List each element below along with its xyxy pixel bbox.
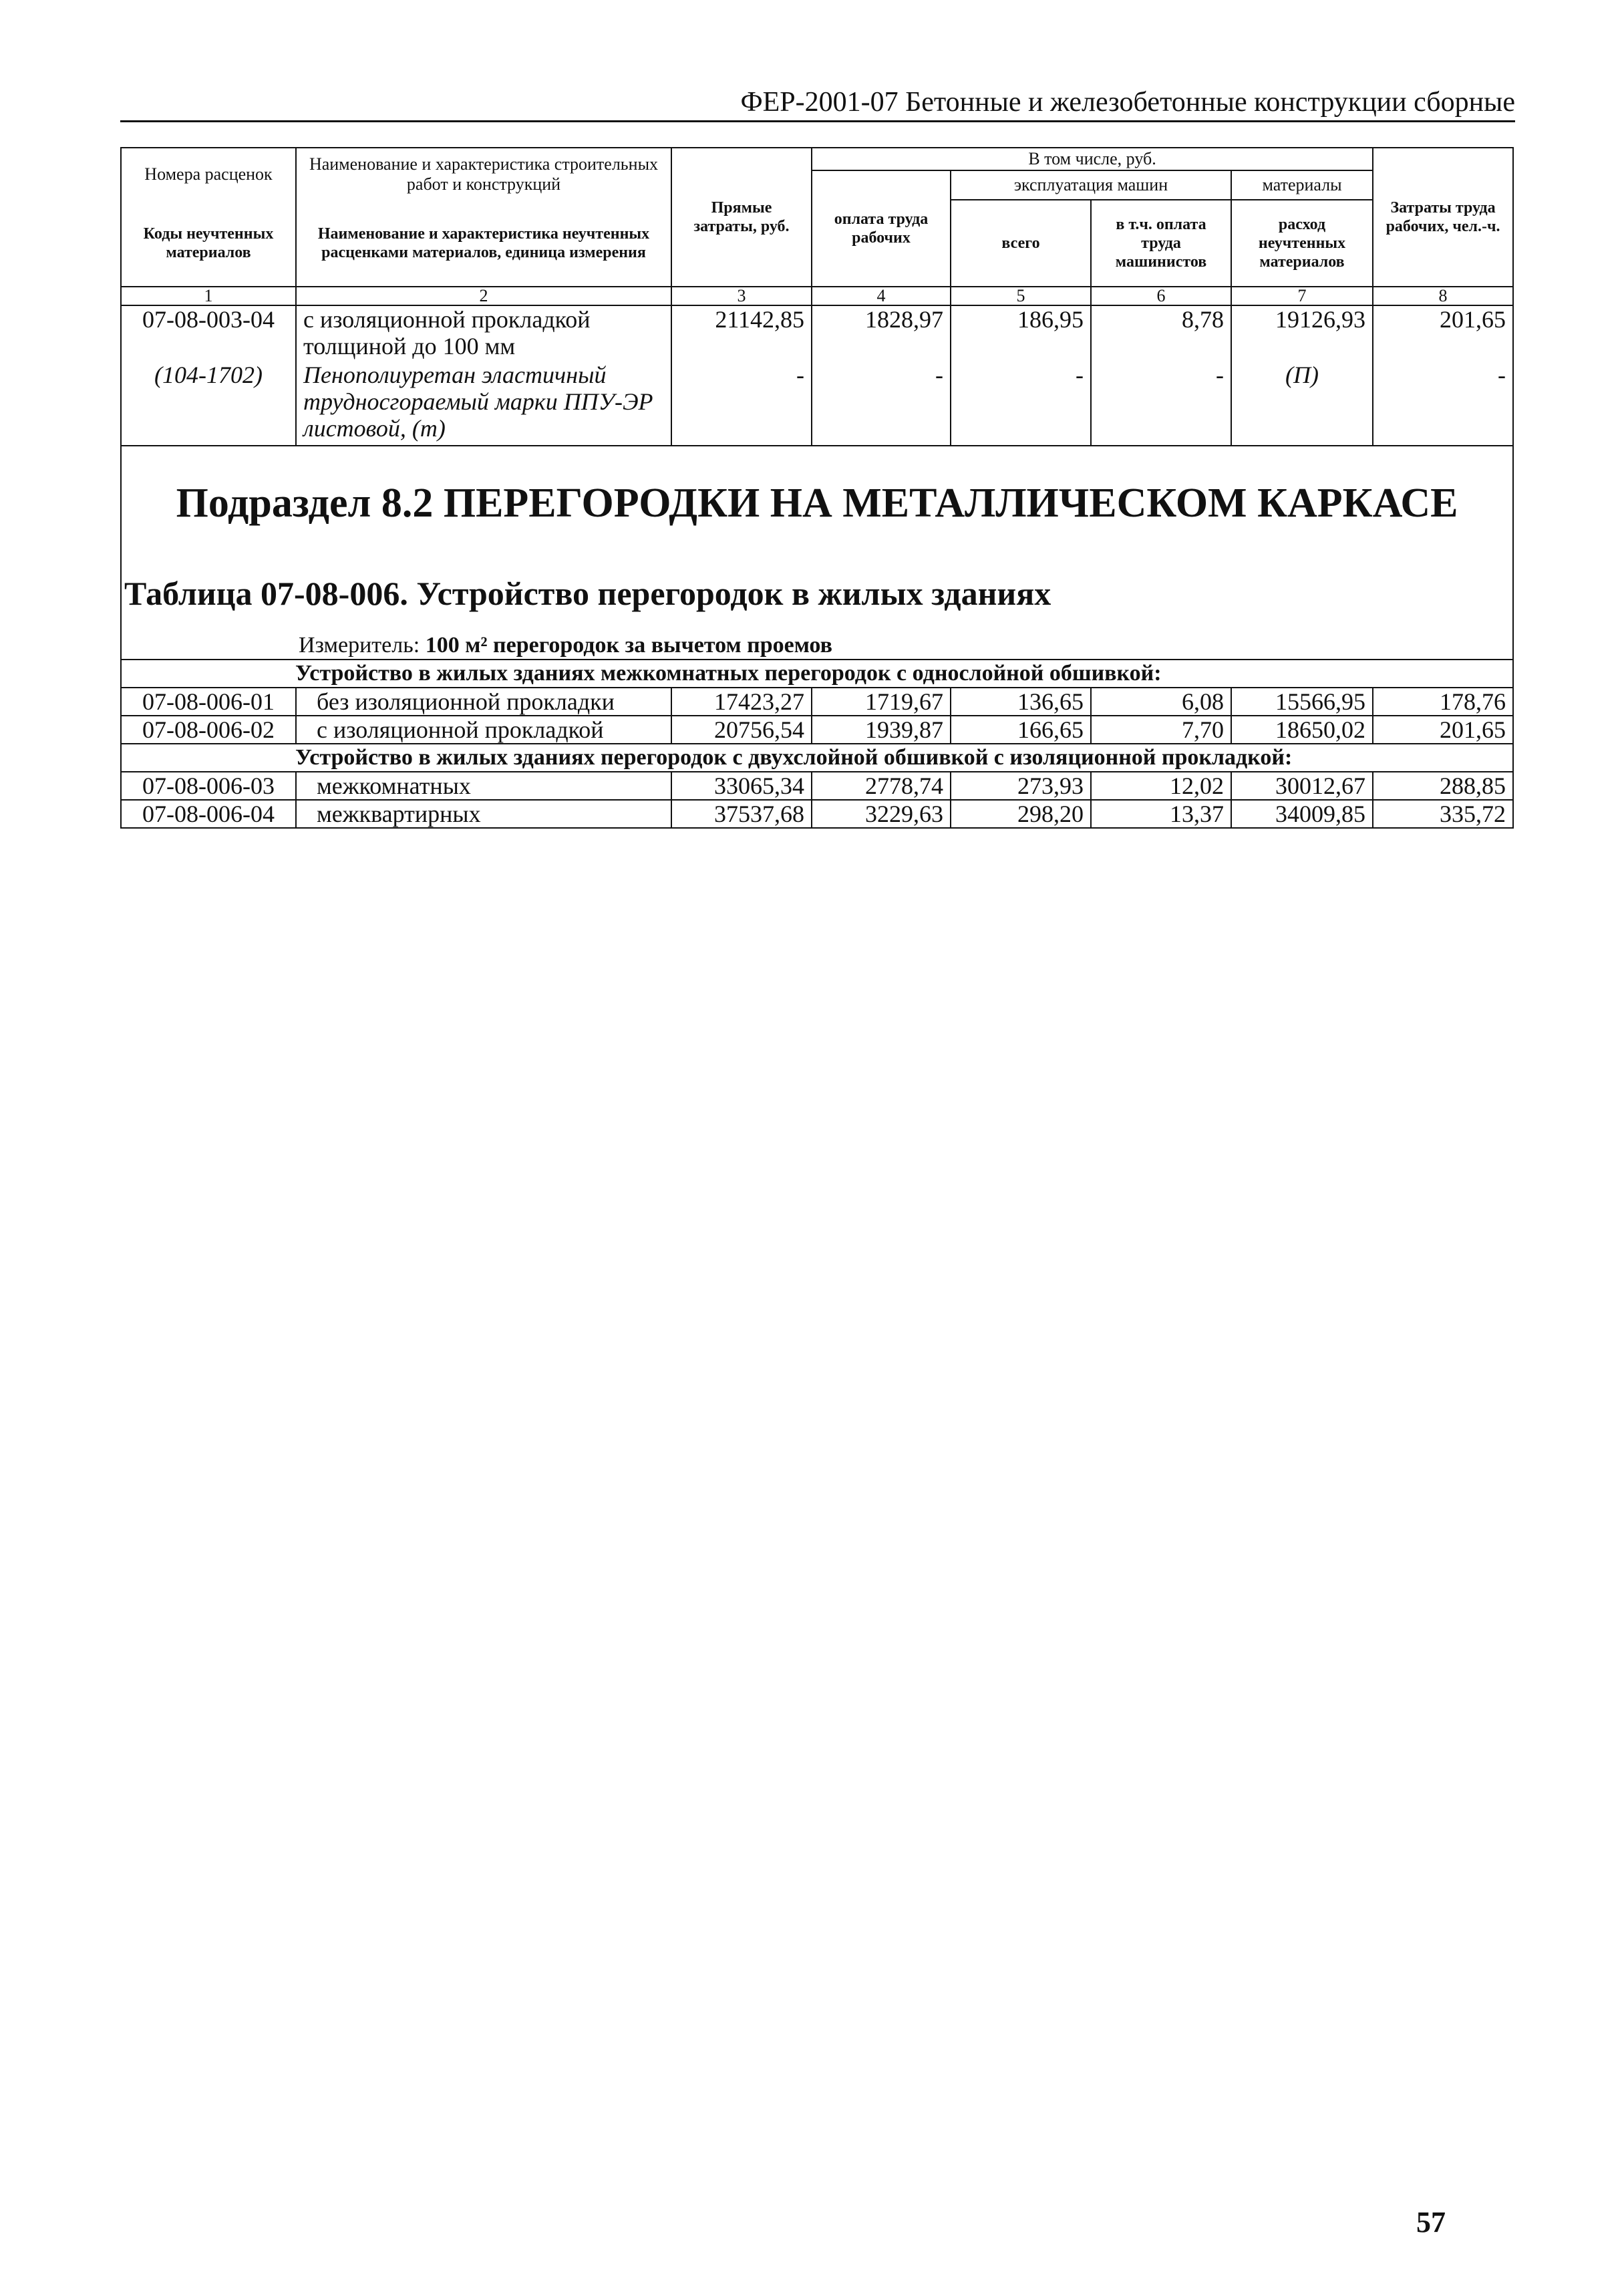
labor-hours: 201,65 <box>1373 305 1513 362</box>
column-number: 8 <box>1373 287 1513 305</box>
table-title: Таблица 07-08-006. Устройство перегородок в жилых зданиях <box>124 575 1051 612</box>
rate-name: межкомнатных <box>296 772 671 800</box>
rate-code: 07-08-006-01 <box>121 688 296 716</box>
column-number: 3 <box>671 287 812 305</box>
col1-top-header: Номера расценок <box>121 148 296 200</box>
direct-cost: 37537,68 <box>671 800 812 828</box>
labor-cost: 1828,97 <box>812 305 951 362</box>
machines-header: эксплуатация машин <box>951 170 1231 200</box>
table-row <box>121 772 1513 800</box>
col5-header: всего <box>951 200 1091 287</box>
col1-bottom-header: Коды неучтенных материалов <box>121 200 296 287</box>
page-number: 57 <box>1416 2206 1446 2239</box>
measure-line <box>122 632 1512 659</box>
material-row <box>121 362 1513 446</box>
column-number: 7 <box>1231 287 1373 305</box>
machine-labor: 8,78 <box>1091 305 1231 362</box>
material-hours: - <box>1373 362 1513 446</box>
table-row <box>121 305 1513 362</box>
col6-header: в т.ч. оплата труда машинистов <box>1091 200 1231 287</box>
direct-cost: 20756,54 <box>671 716 812 744</box>
column-number: 6 <box>1091 287 1231 305</box>
column-number: 4 <box>812 287 951 305</box>
column-numbers-row <box>121 287 1513 305</box>
table-row <box>121 716 1513 744</box>
materials-cost: 34009,85 <box>1231 800 1373 828</box>
measure-value: 100 м² перегородок за вычетом проемов <box>425 633 832 658</box>
labor-hours: 201,65 <box>1373 716 1513 744</box>
material-quantity: (П) <box>1231 362 1373 446</box>
rate-name: с изоляционной прокладкой <box>296 716 671 744</box>
running-header: ФЕР-2001-07 Бетонные и железобетонные конструкции сборные <box>120 86 1515 122</box>
col2-top-header: Наименование и характеристика строительных работ и конструкций <box>296 148 671 200</box>
col3-header: Прямые затраты, руб. <box>671 148 812 287</box>
section-title: Подраздел 8.2 ПЕРЕГОРОДКИ НА МЕТАЛЛИЧЕСКОМ КАРКАСЕ <box>176 480 1458 526</box>
machine-total: 273,93 <box>951 772 1091 800</box>
labor-hours: 178,76 <box>1373 688 1513 716</box>
material-labor: - <box>812 362 951 446</box>
table-row <box>121 688 1513 716</box>
group-title: Устройство в жилых зданиях перегородок с двухслойной обшивкой с изоляционной прокладкой: <box>121 744 1513 772</box>
rate-name: межквартирных <box>296 800 671 828</box>
rate-code: 07-08-006-02 <box>121 716 296 744</box>
rate-code: 07-08-006-03 <box>121 772 296 800</box>
rate-code: 07-08-003-04 <box>121 305 296 362</box>
materials-cost: 19126,93 <box>1231 305 1373 362</box>
materials-cost: 30012,67 <box>1231 772 1373 800</box>
column-number: 2 <box>296 287 671 305</box>
group-title: Устройство в жилых зданиях межкомнатных перегородок с однослойной обшивкой: <box>121 660 1513 688</box>
col8-header: Затраты труда рабочих, чел.-ч. <box>1373 148 1513 287</box>
rates-table <box>120 147 1514 829</box>
labor-hours: 335,72 <box>1373 800 1513 828</box>
material-name: Пенополиуретан эластичный трудносгораемый марки ППУ-ЭР листовой, (т) <box>296 362 671 446</box>
machine-labor: 7,70 <box>1091 716 1231 744</box>
col4-header: оплата труда рабочих <box>812 170 951 287</box>
machine-labor: 6,08 <box>1091 688 1231 716</box>
materials-header: материалы <box>1231 170 1373 200</box>
labor-cost: 1939,87 <box>812 716 951 744</box>
machine-total: 298,20 <box>951 800 1091 828</box>
materials-cost: 18650,02 <box>1231 716 1373 744</box>
column-number: 5 <box>951 287 1091 305</box>
material-code: (104-1702) <box>121 362 296 446</box>
machine-total: 136,65 <box>951 688 1091 716</box>
materials-cost: 15566,95 <box>1231 688 1373 716</box>
direct-cost: 33065,34 <box>671 772 812 800</box>
machine-labor: 12,02 <box>1091 772 1231 800</box>
rate-name: с изоляционной прокладкой толщиной до 100 мм <box>296 305 671 362</box>
measure-label: Измеритель: <box>299 633 420 658</box>
direct-cost: 21142,85 <box>671 305 812 362</box>
material-direct: - <box>671 362 812 446</box>
material-mach-total: - <box>951 362 1091 446</box>
labor-hours: 288,85 <box>1373 772 1513 800</box>
machine-labor: 13,37 <box>1091 800 1231 828</box>
labor-cost: 2778,74 <box>812 772 951 800</box>
incl-header: В том числе, руб. <box>812 148 1373 170</box>
direct-cost: 17423,27 <box>671 688 812 716</box>
machine-total: 186,95 <box>951 305 1091 362</box>
rate-name: без изоляционной прокладки <box>296 688 671 716</box>
labor-cost: 1719,67 <box>812 688 951 716</box>
material-mach-labor: - <box>1091 362 1231 446</box>
column-number: 1 <box>121 287 296 305</box>
labor-cost: 3229,63 <box>812 800 951 828</box>
machine-total: 166,65 <box>951 716 1091 744</box>
rate-code: 07-08-006-04 <box>121 800 296 828</box>
col7-header: расход неучтенных материалов <box>1231 200 1373 287</box>
col2-bottom-header: Наименование и характеристика неучтенных расценками материалов, единица измерения <box>296 200 671 287</box>
table-row <box>121 800 1513 828</box>
section-block <box>121 446 1513 660</box>
